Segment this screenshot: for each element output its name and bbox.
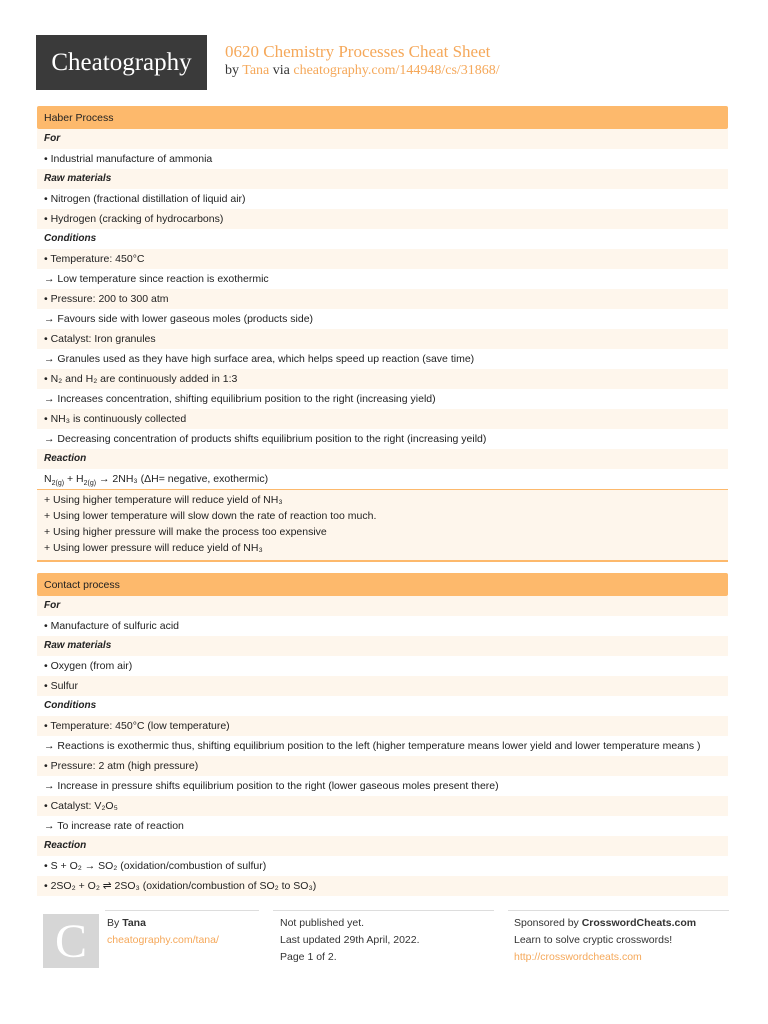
eq-n-state: 2(g) [51, 480, 65, 488]
list-item: • Temperature: 450°C (low temperature) [37, 716, 728, 736]
list-item: → Increases concentration, shifting equilibrium position to the right (increasing yield) [44, 393, 436, 405]
list-item: • Catalyst: V₂O₅ [37, 796, 728, 816]
contact-process-section [37, 573, 728, 896]
eq-rest: → 2NH₃ (ΔH= negative, exothermic) [96, 473, 269, 485]
haber-process-section [37, 106, 728, 562]
list-item: • Sulfur [37, 676, 728, 696]
cheatography-logo[interactable] [36, 35, 207, 90]
list-item: → Decreasing concentration of products shifts equilibrium position to the right (increasing yeild) [44, 433, 487, 445]
list-item: • Manufacture of sulfuric acid [44, 620, 179, 632]
contact-rows [37, 596, 728, 896]
list-item: → Reactions is exothermic thus, shifting equilibrium position to the left (higher temperature means lower yield and lower temperature means ) [44, 740, 701, 752]
list-item: • Temperature: 450°C [37, 249, 728, 269]
list-item: • NH₃ is continuously collected [37, 409, 728, 429]
footer-author-line [107, 917, 146, 929]
footer-by: By [107, 917, 120, 929]
list-item: • S + O₂ → SO₂ (oxidation/combustion of sulfur) [44, 860, 267, 872]
footer-author: Tana [122, 917, 146, 929]
footer-updated: Last updated 29th April, 2022. [280, 934, 420, 946]
eq-h-state: 2(g) [83, 480, 97, 488]
footer-divider [508, 910, 729, 911]
list-item: • Catalyst: Iron granules [37, 329, 728, 349]
list-item: → Low temperature since reaction is exothermic [44, 273, 269, 285]
list-item: • Pressure: 200 to 300 atm [37, 289, 728, 309]
footer-divider [105, 910, 259, 911]
list-item: • Nitrogen (fractional distillation of liquid air) [44, 193, 246, 205]
list-item: • Hydrogen (cracking of hydrocarbons) [37, 209, 728, 229]
haber-rows [37, 129, 728, 469]
byline-by: by [225, 63, 239, 78]
note-line: + Using lower temperature will slow down the rate of reaction too much. [44, 510, 377, 522]
section-header: Contact process [37, 573, 728, 596]
list-item: → Favours side with lower gaseous moles (products side) [44, 313, 314, 325]
note-line: + Using higher temperature will reduce yield of NH₃ [44, 494, 283, 506]
footer-author-link[interactable]: cheatography.com/tana/ [107, 934, 219, 946]
list-item: • Industrial manufacture of ammonia [44, 153, 213, 165]
sheet-url-link[interactable]: cheatography.com/144948/cs/31868/ [293, 63, 500, 78]
subheading: Raw materials [37, 636, 728, 656]
subheading: Reaction [37, 836, 728, 856]
subheading: Conditions [44, 700, 97, 711]
list-item: → To increase rate of reaction [44, 820, 184, 832]
footer-page: Page 1 of 2. [280, 951, 337, 963]
list-item: → Increase in pressure shifts equilibrium position to the right (lower gaseous moles present there) [44, 780, 499, 792]
footer-divider [273, 910, 494, 911]
footer-sponsor-line [514, 917, 696, 929]
footer-sponsor-link[interactable]: http://crosswordcheats.com [514, 951, 642, 963]
logo-text: Cheatography [51, 48, 192, 76]
note-line: + Using lower pressure will reduce yield of NH₃ [44, 542, 263, 554]
subheading: Reaction [37, 449, 728, 469]
footer-published: Not published yet. [280, 917, 365, 929]
subheading: For [37, 129, 728, 149]
footer-sponsor[interactable]: CrosswordCheats.com [581, 917, 697, 929]
list-item: → Granules used as they have high surface area, which helps speed up reaction (save time) [44, 353, 475, 365]
note-line: + Using higher pressure will make the process too expensive [44, 526, 327, 538]
footer-logo[interactable] [43, 914, 99, 968]
list-item: • Pressure: 2 atm (high pressure) [37, 756, 728, 776]
footer-sponsored-by: Sponsored by [514, 917, 579, 929]
sheet-title[interactable]: 0620 Chemistry Processes Cheat Sheet [225, 42, 491, 61]
subheading: Raw materials [37, 169, 728, 189]
haber-reaction-equation [37, 469, 728, 489]
subheading: For [37, 596, 728, 616]
subheading: Conditions [44, 233, 97, 244]
byline-via: via [272, 63, 290, 78]
list-item: • 2SO₂ + O₂ ⇌ 2SO₃ (oxidation/combustion of SO₂ to SO₃) [37, 876, 728, 896]
footer-sponsor-tagline: Learn to solve cryptic crosswords! [514, 934, 673, 946]
list-item: • Oxygen (from air) [44, 660, 133, 672]
haber-notes [37, 489, 728, 562]
byline [225, 63, 500, 79]
list-item: • N₂ and H₂ are continuously added in 1:3 [37, 369, 728, 389]
section-header: Haber Process [37, 106, 728, 129]
author-link[interactable]: Tana [242, 63, 270, 78]
eq-plus-h: + H [64, 473, 84, 485]
eq-n: N [44, 473, 52, 485]
footer-logo-letter: C [54, 914, 87, 968]
